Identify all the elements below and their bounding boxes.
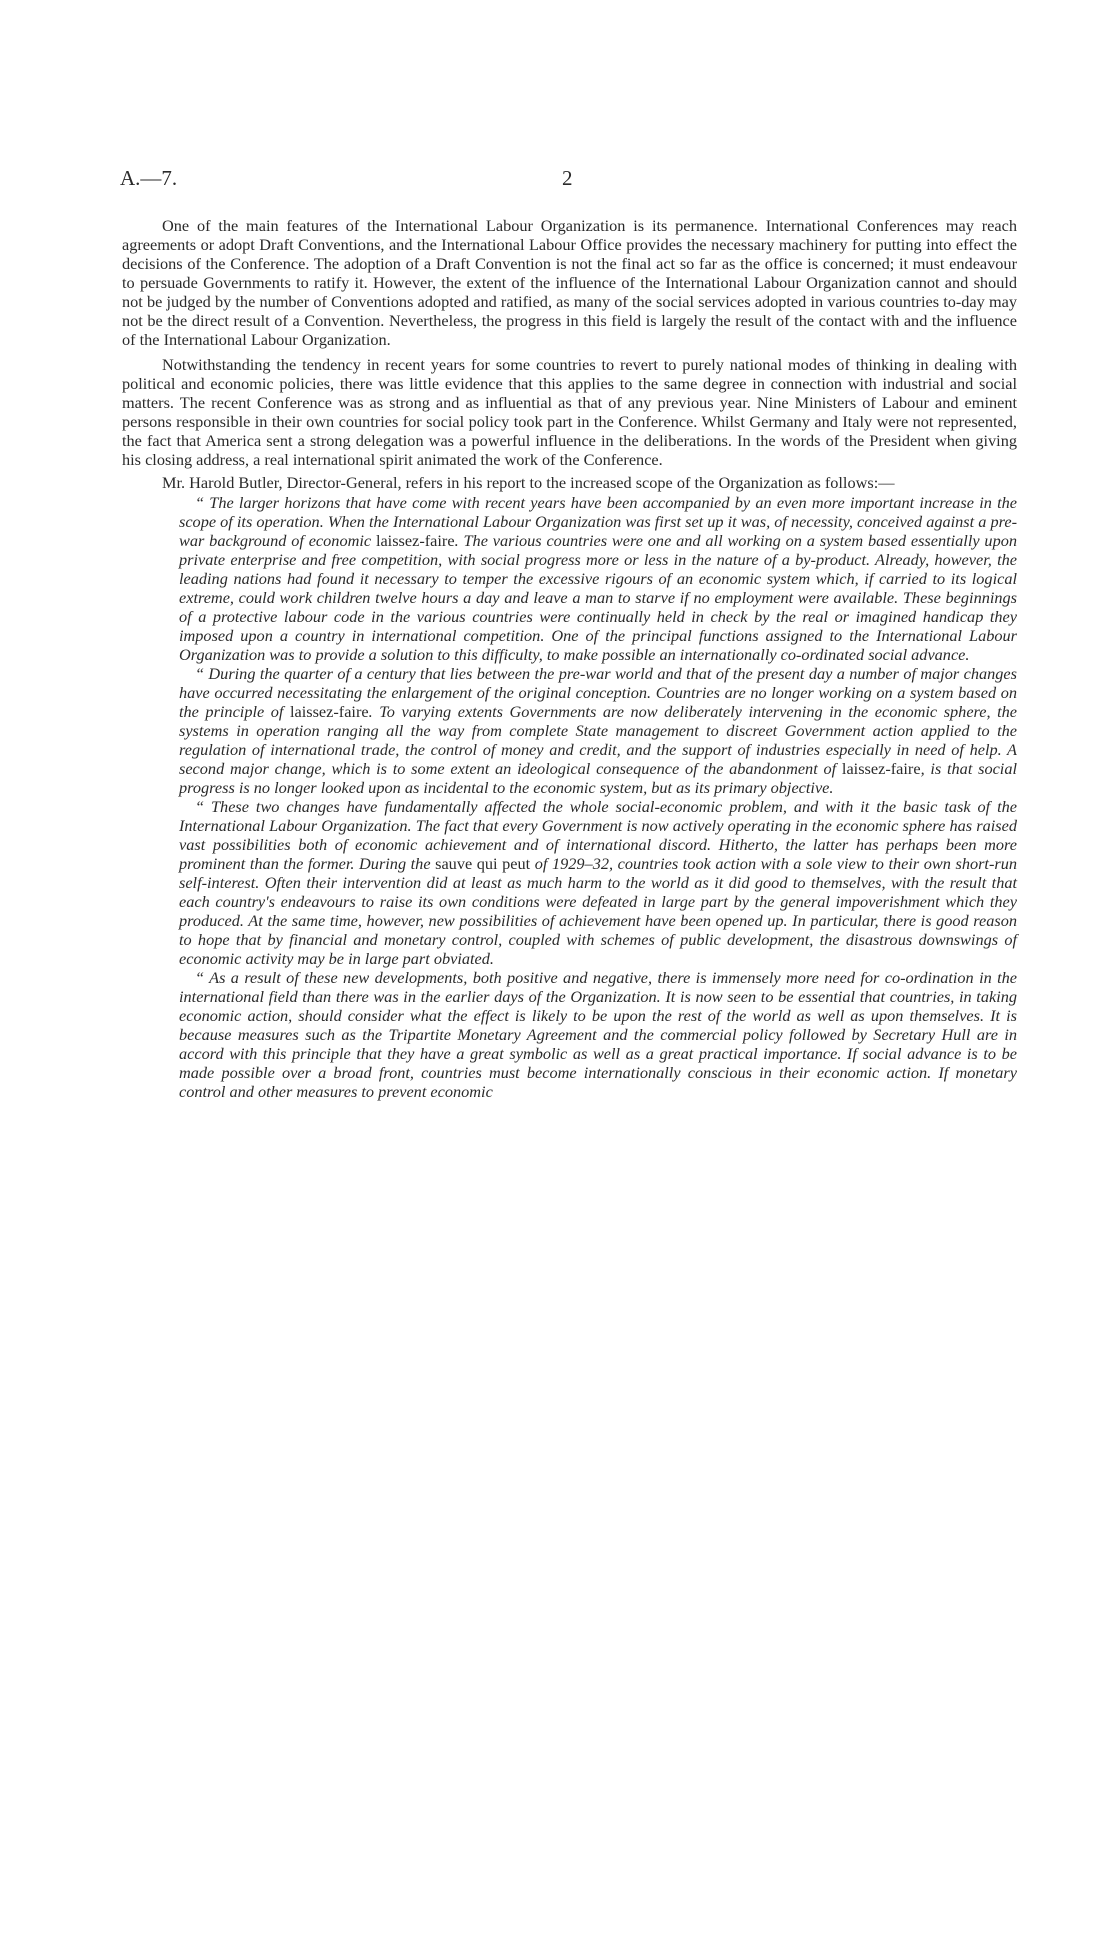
quote-paragraph-larger-horizons — [179, 493, 1017, 664]
quote-text: . The various countries were one and all working on a system based essentially upon private enterprise and free competition, with social progress more or less in the nature of a by-product. Already, however, the leading nations had found it necessary to temper the excessive rigours of an economic system which, if carried to its logical extreme, could work children twelve hours a day and leave a man to starve if no employment were available. These beginnings of a protective labour code in the various countries were continually held in check by the real or imagined handicap they imposed upon a country in international competition. One of the principal functions assigned to the International Labour Organization was to provide a solution to this difficulty, to make possible an internationally co-ordinated social advance. — [179, 531, 1017, 664]
quote-text: . To varying extents Governments are now deliberately intervening in the economic sphere, the systems in operation ranging all the way from complete State management to discreet Government action applied to the regulation of international trade, the control of money and credit, and the support of industries especially in need of help. A second major change, which is to some extent an ideological consequence of the abandonment of — [179, 702, 1018, 778]
quote-term: laissez-faire — [841, 759, 921, 778]
page-header — [120, 166, 1020, 194]
quote-text: “ These two changes have fundamentally affected the whole social-economic problem, and with it the basic task of the International Labour Organization. The fact that every Government is now actively operating in the economic sphere has raised vast possibilities both of economic achievement and of international discord. Hitherto, the latter has perhaps been more prominent than the former. During the — [179, 797, 1017, 873]
director-general-quotation — [179, 493, 1017, 1101]
quote-text: “ As a result of these new developments, both positive and negative, there is immensely more need for co-ordination in the international field than there was in the earlier days of the Organization. It is now seen to be essential that countries, in taking economic action, should consider what the effect is likely to be upon the rest of the world as well as upon themselves. It is because measures such as the Tripartite Monetary Agreement and the commercial policy followed by Secretary Hull are in accord with this principle that they have a great symbolic as well as a great practical importance. If social advance is to be made possible over a broad front, countries must become internationally conscious in their economic action. If monetary control and other measures to prevent economic — [179, 968, 1017, 1101]
quote-paragraph-two-changes — [179, 797, 1017, 968]
quote-term: laissez-faire — [289, 702, 369, 721]
paragraph-permanence: One of the main features of the International Labour Organization is its permanence. International Conferences may reach agreements or adopt Draft Conventions, and the International Labour Office provides the necessary machinery for putting into effect the decisions of the Conference. The adoption of a Draft Convention is not the final act so far as the office is concerned; it must endeavour to persuade Governments to ratify it. However, the extent of the influence of the International Labour Organization cannot and should not be judged by the number of Conventions adopted and ratified, as many of the social services adopted in various countries to-day may not be the direct result of a Convention. Nevertheless, the progress in this field is largely the result of the contact with and the influence of the International Labour Organization. — [122, 216, 1017, 349]
quote-text: of 1929–32, countries took action with a sole view to their own short-run self-interest. Often their intervention did at least as much harm to the world as it did good to themselves, with the result that each country's endeavours to raise its own conditions were defeated in large part by the general impoverishment which they produced. At the same time, however, new possibilities of achievement have been opened up. In particular, there is good reason to hope that by financial and monetary control, coupled with schemes of public development, the disastrous downswings of economic activity may be in large part obviated. — [179, 854, 1017, 968]
quote-term: laissez-faire — [375, 531, 455, 550]
body-text — [122, 216, 1017, 1101]
quote-paragraph-quarter-century — [179, 664, 1017, 797]
quote-paragraph-new-developments — [179, 968, 1017, 1101]
quote-text: “ During the quarter of a century that lies between the pre-war world and that of the present day a number of major changes have occurred necessitating the enlargement of the original conception. Countries are no longer working on a system based on the principle of — [179, 664, 1017, 721]
quote-text: “ The larger horizons that have come with recent years have been accompanied by an even more important increase in the scope of its operation. When the International Labour Organization was first set up it was, of necessity, conceived against a pre-war background of economic — [179, 493, 1017, 550]
page-number: 2 — [562, 166, 573, 190]
paragraph-director-general: Mr. Harold Butler, Director-General, refers in his report to the increased scope of the Organization as follows:— — [162, 473, 895, 492]
document-reference: A.—7. — [120, 166, 178, 190]
paragraph-national-modes: Notwithstanding the tendency in recent years for some countries to revert to purely national modes of thinking in dealing with political and economic policies, there was little evidence that this applies to the same degree in connection with industrial and social matters. The recent Conference was as strong and as influential as that of any previous year. Nine Ministers of Labour and eminent persons responsible in their own countries for social policy took part in the Conference. Whilst Germany and Italy were not represented, the fact that America sent a strong delegation was a powerful influence in the deliberations. In the words of the President when giving his closing address, a real international spirit animated the work of the Conference. — [122, 355, 1017, 469]
quote-term: sauve qui peut — [435, 854, 531, 873]
quote-text: , is that social progress is no longer looked upon as incidental to the economic system, but as its primary objective. — [179, 759, 1017, 797]
